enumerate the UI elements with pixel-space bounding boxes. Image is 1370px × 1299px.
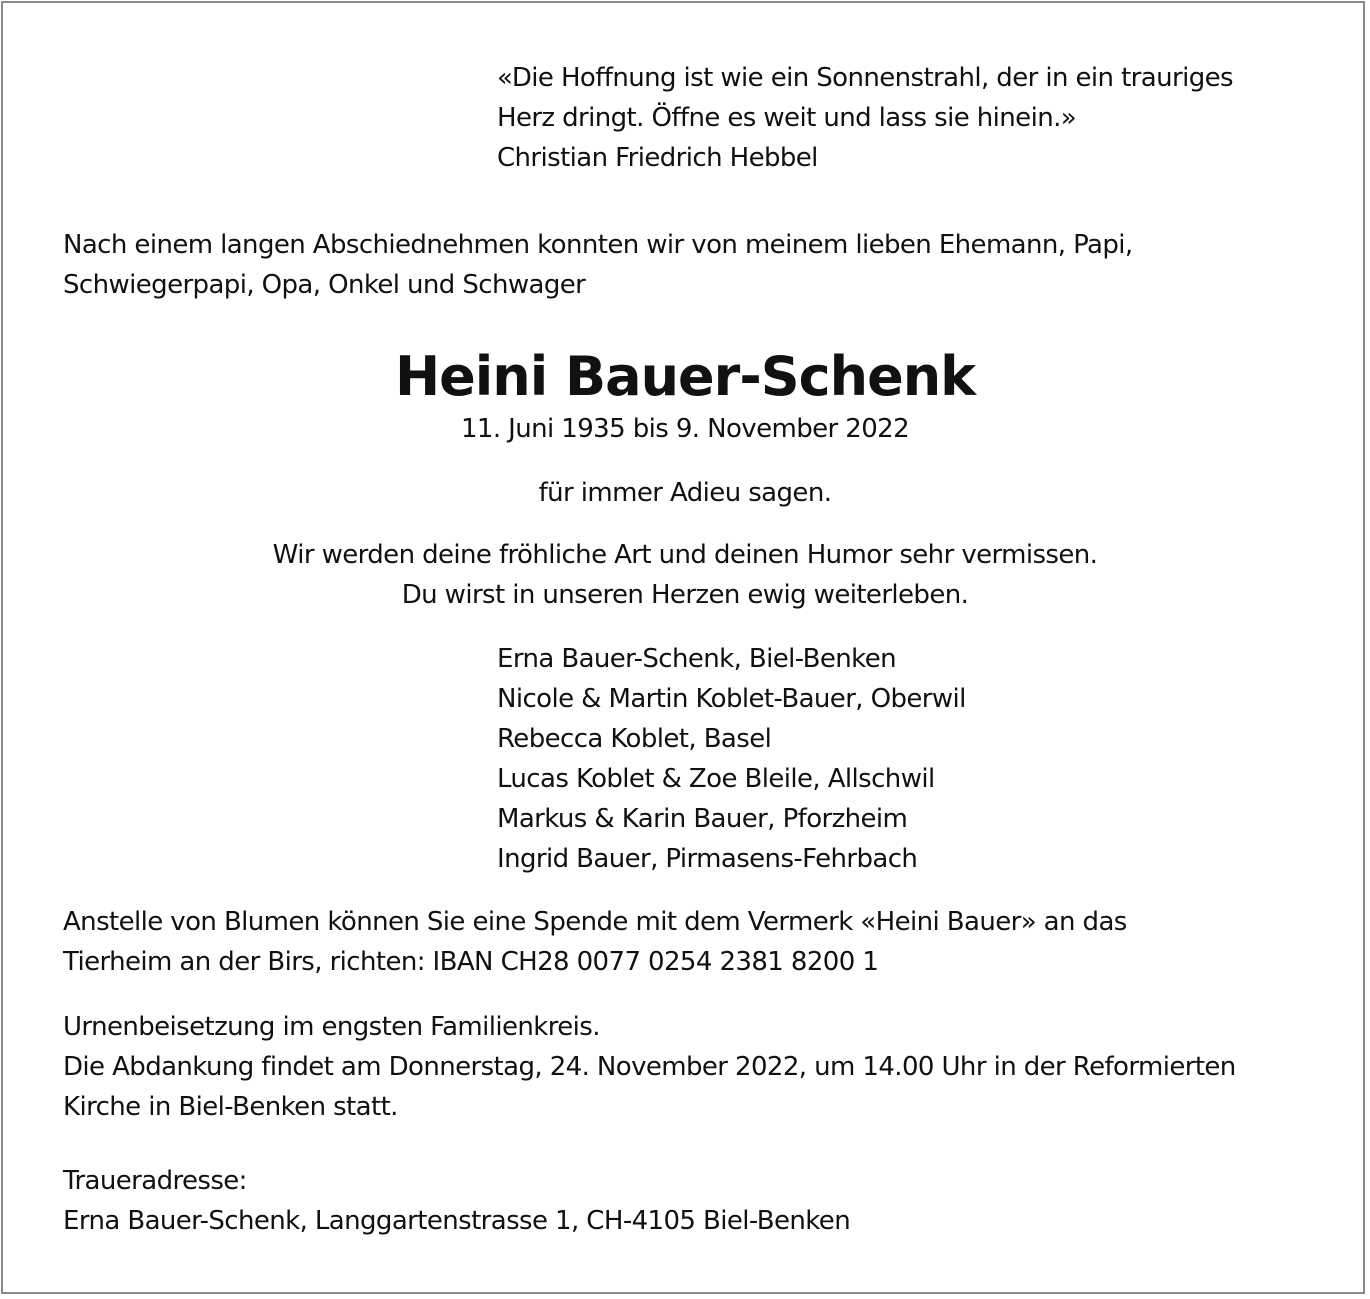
mourner-entry: Erna Bauer-Schenk, Biel-Benken xyxy=(497,644,896,674)
donation-line: Anstelle von Blumen können Sie eine Spende mit dem Vermerk «Heini Bauer» an das xyxy=(63,907,1127,937)
ceremony-line: Die Abdankung findet am Donnerstag, 24. November 2022, um 14.00 Uhr in der Reformierten xyxy=(63,1052,1236,1082)
ceremony-line: Urnenbeisetzung im engsten Familienkreis. xyxy=(63,1012,600,1042)
mourning-address xyxy=(63,1161,850,1241)
donation-note xyxy=(63,902,1127,982)
intro-text xyxy=(63,225,1133,305)
intro-line: Nach einem langen Abschiednehmen konnten wir von meinem lieben Ehemann, Papi, xyxy=(63,230,1133,260)
intro-line: Schwiegerpapi, Opa, Onkel und Schwager xyxy=(63,270,586,300)
farewell-line: für immer Adieu sagen. xyxy=(538,478,832,508)
closing-line: Du wirst in unseren Herzen ewig weiterleben. xyxy=(401,580,969,610)
life-dates: 11. Juni 1935 bis 9. November 2022 xyxy=(460,414,910,444)
address-line: Erna Bauer-Schenk, Langgartenstrasse 1, CH-4105 Biel-Benken xyxy=(63,1206,851,1236)
address-label: Traueradresse: xyxy=(63,1166,247,1196)
quote-line: Herz dringt. Öffne es weit und lass sie hinein.» xyxy=(497,103,1077,133)
mourner-entry: Nicole & Martin Koblet-Bauer, Oberwil xyxy=(497,684,966,714)
mourners-list xyxy=(497,639,966,879)
mourner-entry: Ingrid Bauer, Pirmasens-Fehrbach xyxy=(497,844,918,874)
closing-text xyxy=(0,535,1370,615)
ceremony-line: Kirche in Biel-Benken statt. xyxy=(63,1092,398,1122)
donation-line: Tierheim an der Birs, richten: IBAN CH28 0077 0254 2381 8200 1 xyxy=(63,947,879,977)
epigraph-quote xyxy=(497,58,1233,178)
deceased-name: Heini Bauer-Schenk xyxy=(394,345,976,408)
mourner-entry: Lucas Koblet & Zoe Bleile, Allschwil xyxy=(497,764,935,794)
quote-line: «Die Hoffnung ist wie ein Sonnenstrahl, der in ein trauriges xyxy=(497,63,1233,93)
ceremony-info xyxy=(63,1007,1236,1127)
quote-author: Christian Friedrich Hebbel xyxy=(497,143,818,173)
mourner-entry: Markus & Karin Bauer, Pforzheim xyxy=(497,804,908,834)
closing-line: Wir werden deine fröhliche Art und deinen Humor sehr vermissen. xyxy=(272,540,1098,570)
mourner-entry: Rebecca Koblet, Basel xyxy=(497,724,772,754)
